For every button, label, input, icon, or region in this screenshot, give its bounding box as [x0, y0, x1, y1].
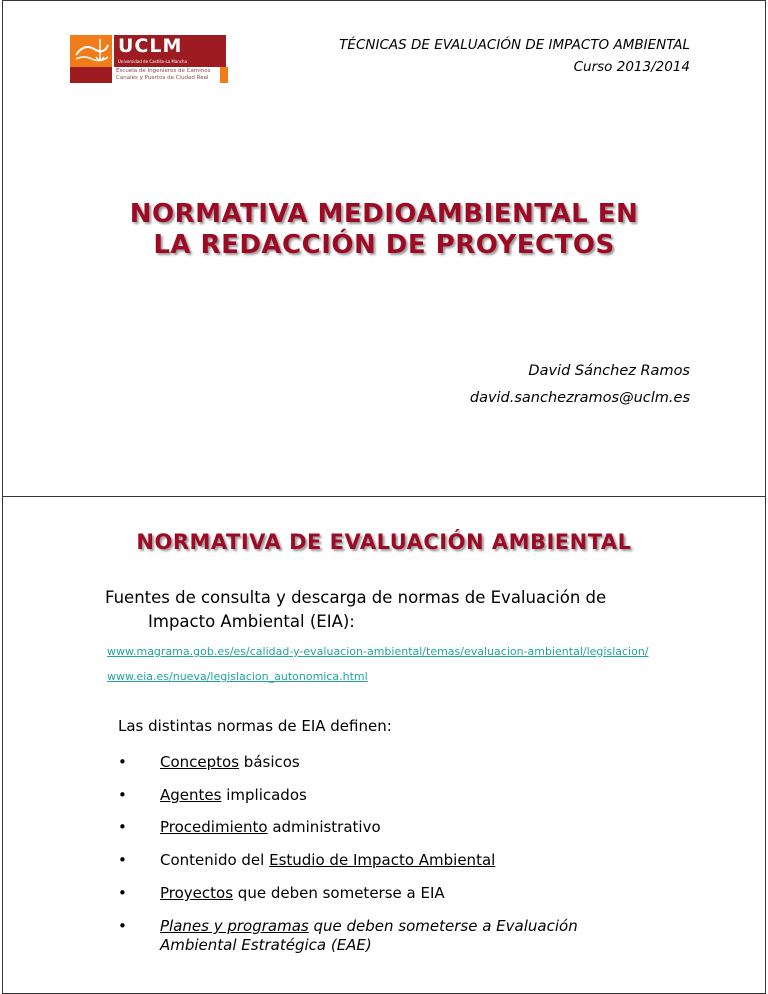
link-eia[interactable]: www.eia.es/nueva/legislacion_autonomica.html — [107, 670, 368, 683]
bullet-icon: • — [118, 753, 127, 771]
uclm-logo — [70, 35, 232, 83]
intro-line2: Impacto Ambiental (EIA): — [148, 612, 355, 631]
main-title-line1: NORMATIVA MEDIOAMBIENTAL EN — [129, 199, 639, 229]
bullet-icon: • — [118, 786, 127, 804]
main-title-line2: LA REDACCIÓN DE PROYECTOS — [153, 230, 615, 260]
logo-school-line2: Canales y Puertos de Ciudad Real — [116, 75, 209, 81]
logo-name: UCLM — [118, 35, 183, 57]
bullet-icon: • — [118, 851, 127, 869]
anchor-emblem-icon — [70, 35, 112, 67]
intro-line1: Fuentes de consulta y descarga de normas de Evaluación de — [105, 588, 607, 607]
slide2-title: NORMATIVA DE EVALUACIÓN AMBIENTAL — [136, 530, 632, 554]
author-name: David Sánchez Ramos — [528, 363, 690, 379]
logo-school-line1: Escuela de Ingenieros de Caminos — [116, 68, 211, 74]
list-item: Procedimiento administrativo — [160, 818, 381, 836]
list-item: Planes y programas que deben someterse a Evaluación Ambiental Estratégica (EAE) — [160, 917, 578, 954]
bullet-icon: • — [118, 884, 127, 902]
list-item: Contenido del Estudio de Impacto Ambiental — [160, 851, 496, 869]
course-year: Curso 2013/2014 — [573, 59, 690, 75]
bullet-icon: • — [118, 818, 127, 836]
list-item: Agentes implicados — [160, 786, 307, 804]
bullet-icon: • — [118, 917, 127, 935]
course-name: TÉCNICAS DE EVALUACIÓN DE IMPACTO AMBIENTAL — [339, 37, 690, 53]
slide-divider — [2, 496, 766, 497]
list-item: Conceptos básicos — [160, 753, 300, 771]
logo-subtitle: Universidad de Castilla-La Mancha — [118, 59, 188, 64]
list-item: Proyectos que deben someterse a EIA — [160, 884, 445, 902]
page-frame — [2, 0, 766, 994]
list-intro: Las distintas normas de EIA definen: — [118, 717, 392, 735]
author-email: david.sanchezramos@uclm.es — [469, 390, 690, 406]
link-magrama[interactable]: www.magrama.gob.es/es/calidad-y-evaluacion-ambiental/temas/evaluacion-ambiental/legislacion/ — [107, 645, 649, 658]
